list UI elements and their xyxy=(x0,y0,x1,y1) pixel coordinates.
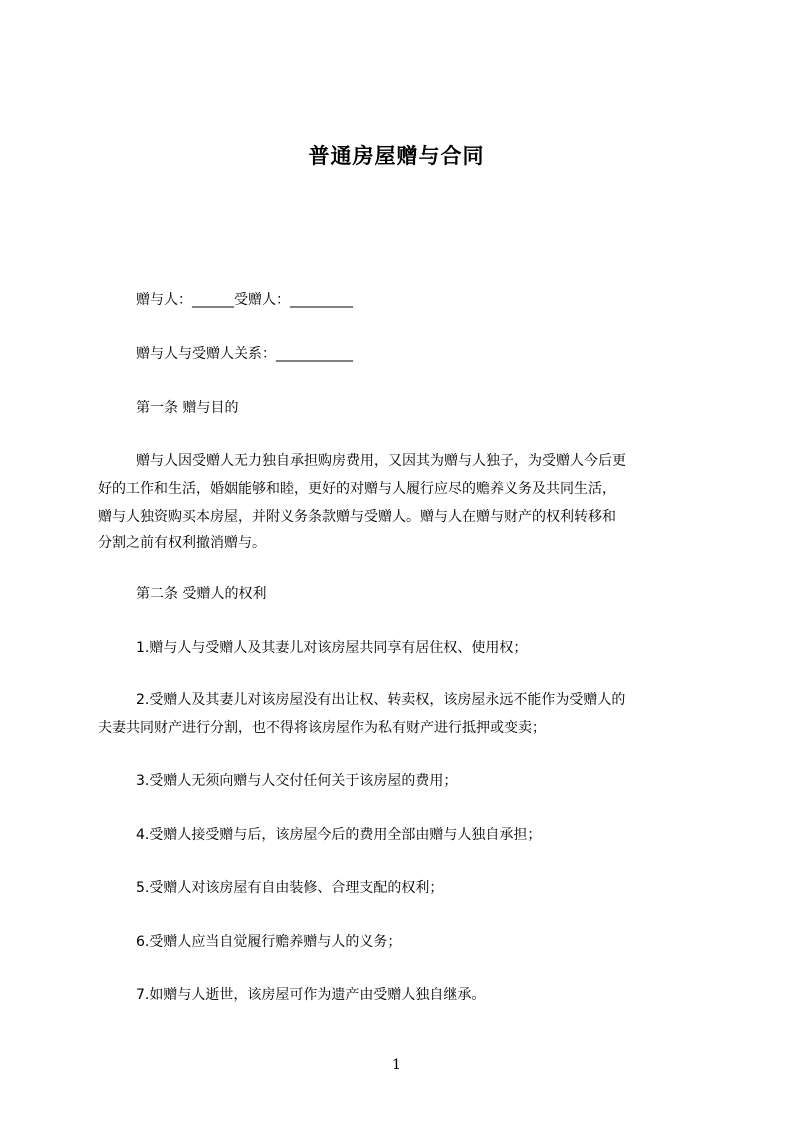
article-2-item-3: 3.受赠人无须向赠与人交付任何关于该房屋的费用； xyxy=(136,773,458,789)
article-1-text-line-4: 分割之前有权利撤消赠与。 xyxy=(98,535,266,551)
article-1-heading: 第一条 赠与目的 xyxy=(136,400,239,416)
article-2-item-2-line-1: 2.受赠人及其妻儿对该房屋没有出让权、转卖权，该房屋永远不能作为受赠人的 xyxy=(136,692,626,708)
article-1-text-line-3: 赠与人独资购买本房屋，并附义务条款赠与受赠人。赠与人在赠与财产的权利转移和 xyxy=(98,509,616,525)
article-2-item-5: 5.受赠人对该房屋有自由装修、合理支配的权利； xyxy=(136,880,444,896)
article-1-text-line-1: 赠与人因受赠人无力独自承担购房费用，又因其为赠与人独子，为受赠人今后更 xyxy=(136,453,626,469)
article-2-item-6: 6.受赠人应当自觉履行赡养赠与人的义务； xyxy=(136,934,402,950)
page-number: 1 xyxy=(392,1057,401,1073)
article-1-text-line-2: 好的工作和生活，婚姻能够和睦，更好的对赠与人履行应尽的赡养义务及共同生活， xyxy=(98,481,616,497)
article-2-item-4: 4.受赠人接受赠与后，该房屋今后的费用全部由赠与人独自承担； xyxy=(136,827,542,843)
parties-line: 赠与人：______受赠人：_________ xyxy=(136,292,353,308)
article-2-item-7: 7.如赠与人逝世，该房屋可作为遗产由受赠人独自继承。 xyxy=(136,987,486,1003)
article-2-item-2-line-2: 夫妻共同财产进行分割，也不得将该房屋作为私有财产进行抵押或变卖； xyxy=(98,720,546,736)
article-2-heading: 第二条 受赠人的权利 xyxy=(136,586,267,602)
article-2-item-1: 1.赠与人与受赠人及其妻儿对该房屋共同享有居住权、使用权； xyxy=(136,640,528,656)
relationship-line: 赠与人与受赠人关系：___________ xyxy=(136,346,353,362)
document-title: 普通房屋赠与合同 xyxy=(308,144,485,168)
